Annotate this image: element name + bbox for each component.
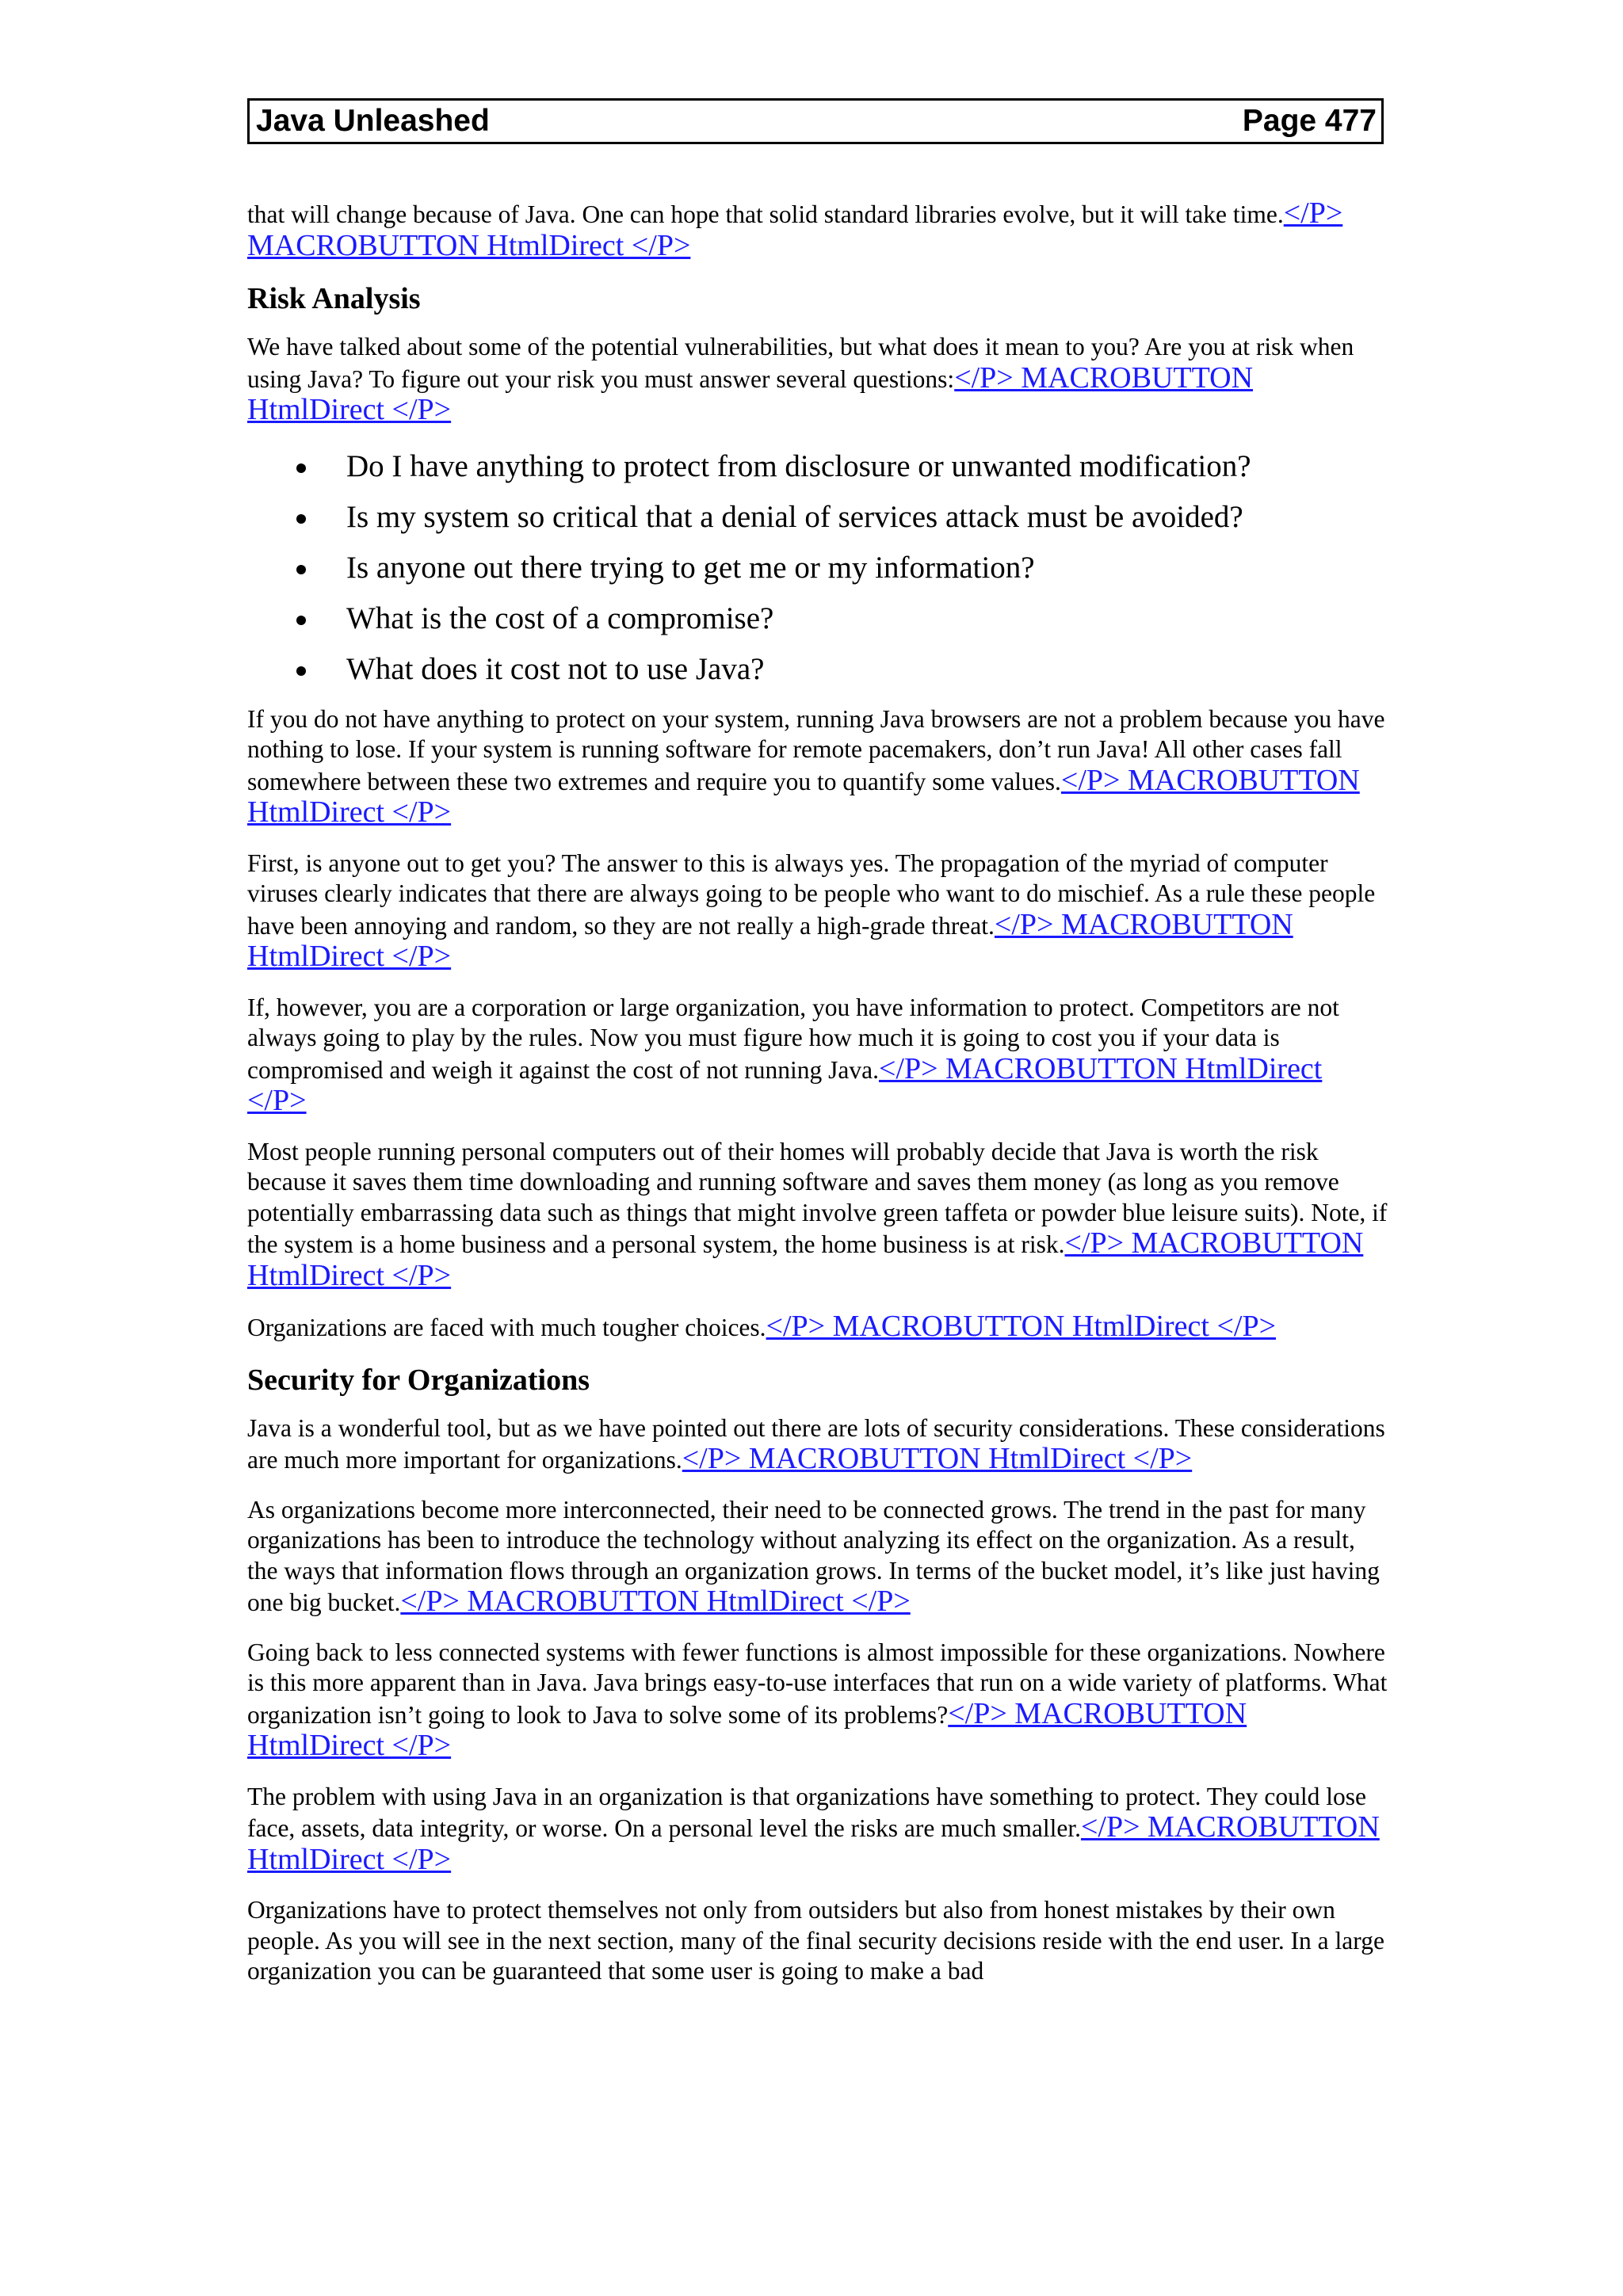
paragraph-text: Java is a wonderful tool, but as we have pointed out there are lots of security considerations. These considerations are much more important for organizations.: [247, 1413, 1385, 1474]
paragraph-text: If, however, you are a corporation or large organization, you have information to protect. Competitors are not always going to play by the rules. Now you must figure how much it is going to cost you if your data is compromised and weigh it against the cost of not running Java.: [247, 993, 1339, 1084]
bullet-icon: [296, 463, 306, 473]
paragraph: [247, 1638, 1388, 1763]
list-item-text: Is anyone out there trying to get me or my information?: [346, 550, 1035, 585]
paragraph: [247, 704, 1388, 830]
paragraph-text: that will change because of Java. One can hope that solid standard libraries evolve, but it will take time.: [247, 200, 1284, 228]
paragraph-text: As organizations become more interconnected, their need to be connected grows. The trend in the past for many organizations has been to introduce the technology without analyzing its effect on the organization. As a result, the ways that information flows through an organization grows. In terms of the bucket model, it’s like just having one big bucket.: [247, 1495, 1380, 1616]
list-item-text: What does it cost not to use Java?: [346, 651, 765, 686]
list-item-text: Is my system so critical that a denial of services attack must be avoided?: [346, 499, 1243, 534]
section-heading-risk-analysis: Risk Analysis: [247, 282, 421, 315]
book-title: Java Unleashed: [256, 104, 490, 138]
paragraph: [247, 332, 1388, 427]
macrobutton-link[interactable]: </P> MACROBUTTON HtmlDirect </P>: [682, 1442, 1193, 1475]
paragraph: [247, 198, 1388, 262]
paragraph: [247, 1495, 1388, 1619]
macrobutton-link[interactable]: </P> MACROBUTTON HtmlDirect </P>: [247, 196, 1343, 262]
list-item: [247, 601, 1388, 636]
list-item-text: What is the cost of a compromise?: [346, 601, 774, 635]
paragraph: [247, 849, 1388, 974]
page-number: Page 477: [1242, 104, 1377, 138]
list-item: [247, 500, 1388, 535]
paragraph-text: Going back to less connected systems with fewer functions is almost impossible for these organizations. Nowhere is this more apparent than in Java. Java brings easy-to-use interfaces that run on a wide variety of platforms. What organization isn’t going to look to Java to solve some of its problems?: [247, 1638, 1388, 1729]
bullet-icon: [296, 666, 306, 676]
paragraph: [247, 993, 1388, 1118]
paragraph-text: First, is anyone out to get you? The answer to this is always yes. The propagation of the myriad of computer viruses clearly indicates that there are always going to be people who want to do mischief. As a rule these people have been annoying and random, so they are not really a high-grade threat.: [247, 849, 1376, 940]
bullet-icon: [296, 565, 306, 574]
macrobutton-link[interactable]: </P> MACROBUTTON HtmlDirect </P>: [247, 1696, 1247, 1762]
paragraph: [247, 1413, 1388, 1476]
macrobutton-link[interactable]: </P> MACROBUTTON HtmlDirect </P>: [400, 1585, 911, 1618]
bullet-icon: [296, 616, 306, 625]
macrobutton-link[interactable]: </P> MACROBUTTON HtmlDirect </P>: [247, 1810, 1380, 1876]
macrobutton-link[interactable]: </P> MACROBUTTON HtmlDirect </P>: [247, 1051, 1323, 1117]
macrobutton-link[interactable]: </P> MACROBUTTON HtmlDirect </P>: [766, 1310, 1277, 1343]
paragraph: [247, 1782, 1388, 1877]
macrobutton-link[interactable]: </P> MACROBUTTON HtmlDirect </P>: [247, 360, 1254, 426]
paragraph-text: Organizations are faced with much tougher choices.: [247, 1314, 766, 1341]
macrobutton-link[interactable]: </P> MACROBUTTON HtmlDirect </P>: [247, 907, 1293, 973]
bullet-icon: [296, 514, 306, 524]
paragraph-text: We have talked about some of the potential vulnerabilities, but what does it mean to you? Are you at risk when using Java? To figure out your risk you must answer several questions:: [247, 333, 1354, 393]
list-item: [247, 652, 1388, 687]
paragraph-text: The problem with using Java in an organization is that organizations have something to protect. They could lose face, assets, data integrity, or worse. On a personal level the risks are much smaller.: [247, 1782, 1366, 1842]
list-item-text: Do I have anything to protect from disclosure or unwanted modification?: [346, 448, 1251, 483]
page-header: [247, 98, 1384, 144]
paragraph-text: Most people running personal computers out of their homes will probably decide that Java is worth the risk because it saves them time downloading and running software and saves them money (as long as you remove potentially embarrassing data such as things that might involve green taffeta or powder blue leisure suits). Note, if the system is a home business and a personal system, the home business is at risk.: [247, 1137, 1388, 1258]
list-item: [247, 449, 1388, 484]
list-item: [247, 551, 1388, 585]
document-body: [247, 198, 1388, 2006]
paragraph: [247, 1895, 1388, 1987]
macrobutton-link[interactable]: </P> MACROBUTTON HtmlDirect </P>: [247, 1226, 1364, 1292]
paragraph: [247, 1137, 1388, 1293]
paragraph-text: If you do not have anything to protect on your system, running Java browsers are not a problem because you have nothing to lose. If your system is running software for remote pacemakers, don’t run Java! All other cases fall somewhere between these two extremes and require you to quantify some values.: [247, 704, 1385, 795]
paragraph-text: Organizations have to protect themselves not only from outsiders but also from honest mistakes by their own people. As you will see in the next section, many of the final security decisions reside with the end user. In a large organization you can be guaranteed that some user is going to make a bad: [247, 1896, 1384, 1985]
macrobutton-link[interactable]: </P> MACROBUTTON HtmlDirect </P>: [247, 763, 1360, 829]
paragraph: [247, 1311, 1388, 1344]
question-list: [247, 449, 1388, 687]
section-heading-security-for-organizations: Security for Organizations: [247, 1363, 590, 1397]
